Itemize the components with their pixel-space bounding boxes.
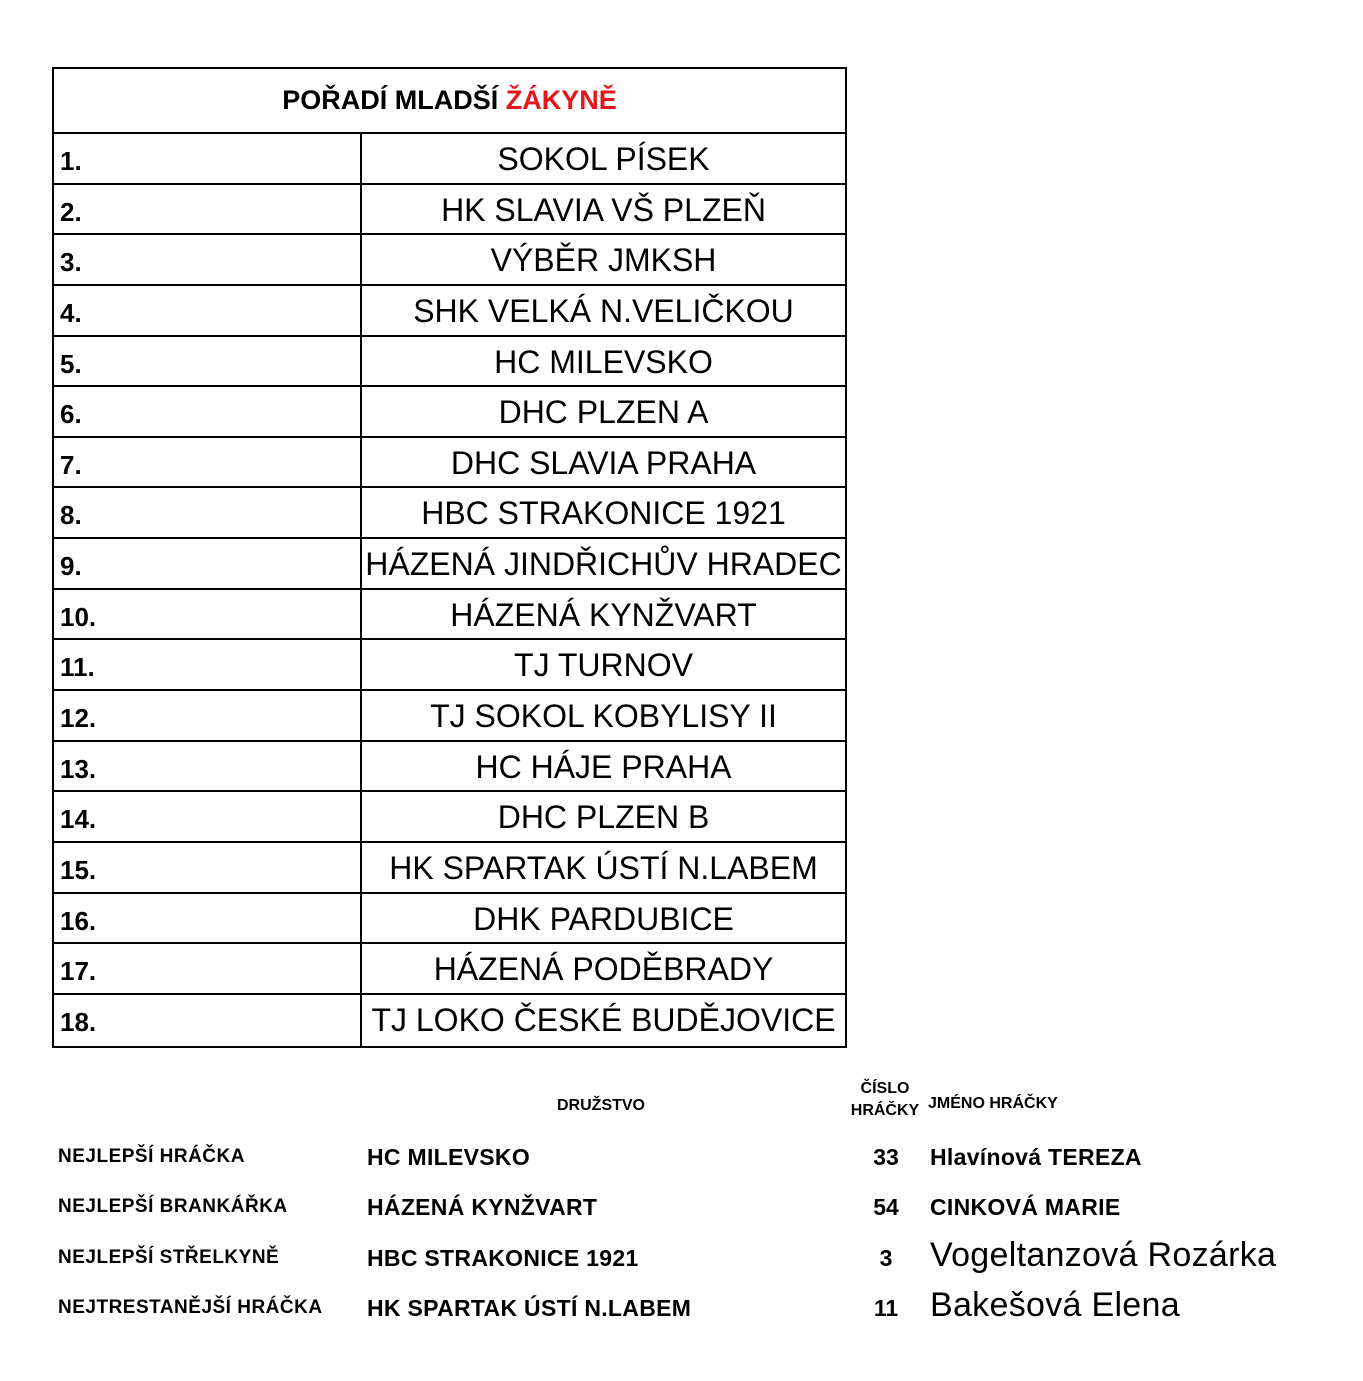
award-row — [0, 1138, 1363, 1178]
rank-cell: 8. — [54, 488, 362, 537]
table-row — [54, 134, 845, 185]
award-team: HÁZENÁ KYNŽVART — [367, 1194, 598, 1220]
team-cell: TJ LOKO ČESKÉ BUDĚJOVICE — [371, 1001, 836, 1038]
team-cell: DHC SLAVIA PRAHA — [450, 444, 757, 481]
rank-cell: 16. — [54, 894, 362, 943]
team-cell: HC MILEVSKO — [494, 343, 713, 380]
awards-header — [0, 1078, 1363, 1118]
table-row — [54, 995, 845, 1046]
award-row — [0, 1286, 1363, 1329]
rank-cell: 5. — [54, 337, 362, 386]
table-row — [54, 387, 845, 438]
header-number: ČÍSLO HRÁČKY — [850, 1080, 920, 1119]
rank-cell: 11. — [54, 640, 362, 689]
award-category: NEJLEPŠÍ BRANKÁŘKA — [58, 1196, 288, 1217]
team-cell: HÁZENÁ KYNŽVART — [450, 596, 757, 633]
award-category: NEJTRESTANĚJŠÍ HRÁČKA — [58, 1297, 323, 1318]
player-name: Bakešová Elena — [930, 1286, 1180, 1324]
standings-title — [54, 69, 845, 134]
table-row — [54, 691, 845, 742]
award-row — [0, 1188, 1363, 1228]
rank-cell: 12. — [54, 691, 362, 740]
team-cell: TJ TURNOV — [514, 647, 693, 684]
team-cell: HBC STRAKONICE 1921 — [421, 495, 786, 532]
award-team: HK SPARTAK ÚSTÍ N.LABEM — [367, 1295, 692, 1321]
player-name: CINKOVÁ MARIE — [930, 1194, 1121, 1220]
rank-cell: 15. — [54, 843, 362, 892]
title-accent: ŽÁKYNĚ — [505, 85, 617, 115]
team-cell: SOKOL PÍSEK — [497, 141, 710, 177]
rank-cell: 13. — [54, 742, 362, 791]
table-row — [54, 590, 845, 641]
standings-rows — [54, 134, 845, 1046]
header-team: DRUŽSTVO — [557, 1097, 645, 1114]
award-team: HC MILEVSKO — [367, 1144, 531, 1170]
player-number: 33 — [873, 1144, 899, 1170]
table-row — [54, 185, 845, 236]
rank-cell: 3. — [54, 235, 362, 284]
rank-cell: 17. — [54, 944, 362, 993]
player-number: 3 — [879, 1245, 893, 1271]
rank-cell: 7. — [54, 438, 362, 487]
rank-cell: 4. — [54, 286, 362, 335]
table-row — [54, 792, 845, 843]
team-cell: HC HÁJE PRAHA — [475, 748, 732, 785]
table-row — [54, 944, 845, 995]
team-cell: TJ SOKOL KOBYLISY II — [430, 698, 777, 735]
rank-cell: 14. — [54, 792, 362, 841]
title-main: POŘADÍ MLADŠÍ — [282, 85, 499, 115]
team-cell: DHK PARDUBICE — [473, 900, 734, 937]
award-team: HBC STRAKONICE 1921 — [367, 1245, 639, 1271]
player-number: 11 — [873, 1295, 899, 1321]
rank-cell: 9. — [54, 539, 362, 588]
team-cell: SHK VELKÁ N.VELIČKOU — [413, 292, 794, 329]
award-category: NEJLEPŠÍ HRÁČKA — [58, 1146, 245, 1167]
table-row — [54, 235, 845, 286]
standings-table — [52, 67, 847, 1048]
team-cell: DHC PLZEN A — [498, 394, 709, 431]
header-name: JMÉNO HRÁČKY — [928, 1095, 1058, 1112]
player-name: Vogeltanzová Rozárka — [930, 1236, 1277, 1274]
rank-cell: 2. — [54, 185, 362, 234]
table-row — [54, 640, 845, 691]
team-cell: HÁZENÁ JINDŘICHŮV HRADEC — [365, 546, 842, 583]
rank-cell: 6. — [54, 387, 362, 436]
team-cell: HK SLAVIA VŠ PLZEŇ — [441, 191, 766, 228]
table-row — [54, 742, 845, 793]
rank-cell: 10. — [54, 590, 362, 639]
table-row — [54, 337, 845, 388]
team-cell: HK SPARTAK ÚSTÍ N.LABEM — [389, 849, 818, 886]
player-number: 54 — [873, 1194, 899, 1220]
team-cell: DHC PLZEN B — [497, 799, 710, 836]
table-row — [54, 843, 845, 894]
table-row — [54, 539, 845, 590]
table-row — [54, 286, 845, 337]
rank-cell: 1. — [54, 134, 362, 183]
rank-cell: 18. — [54, 995, 362, 1046]
table-row — [54, 488, 845, 539]
award-category: NEJLEPŠÍ STŘELKYNĚ — [58, 1247, 280, 1268]
player-name: Hlavínová TEREZA — [930, 1144, 1142, 1170]
award-row — [0, 1236, 1363, 1279]
team-cell: HÁZENÁ PODĚBRADY — [433, 951, 774, 988]
table-row — [54, 438, 845, 489]
team-cell: VÝBĚR JMKSH — [490, 242, 717, 279]
table-row — [54, 894, 845, 945]
